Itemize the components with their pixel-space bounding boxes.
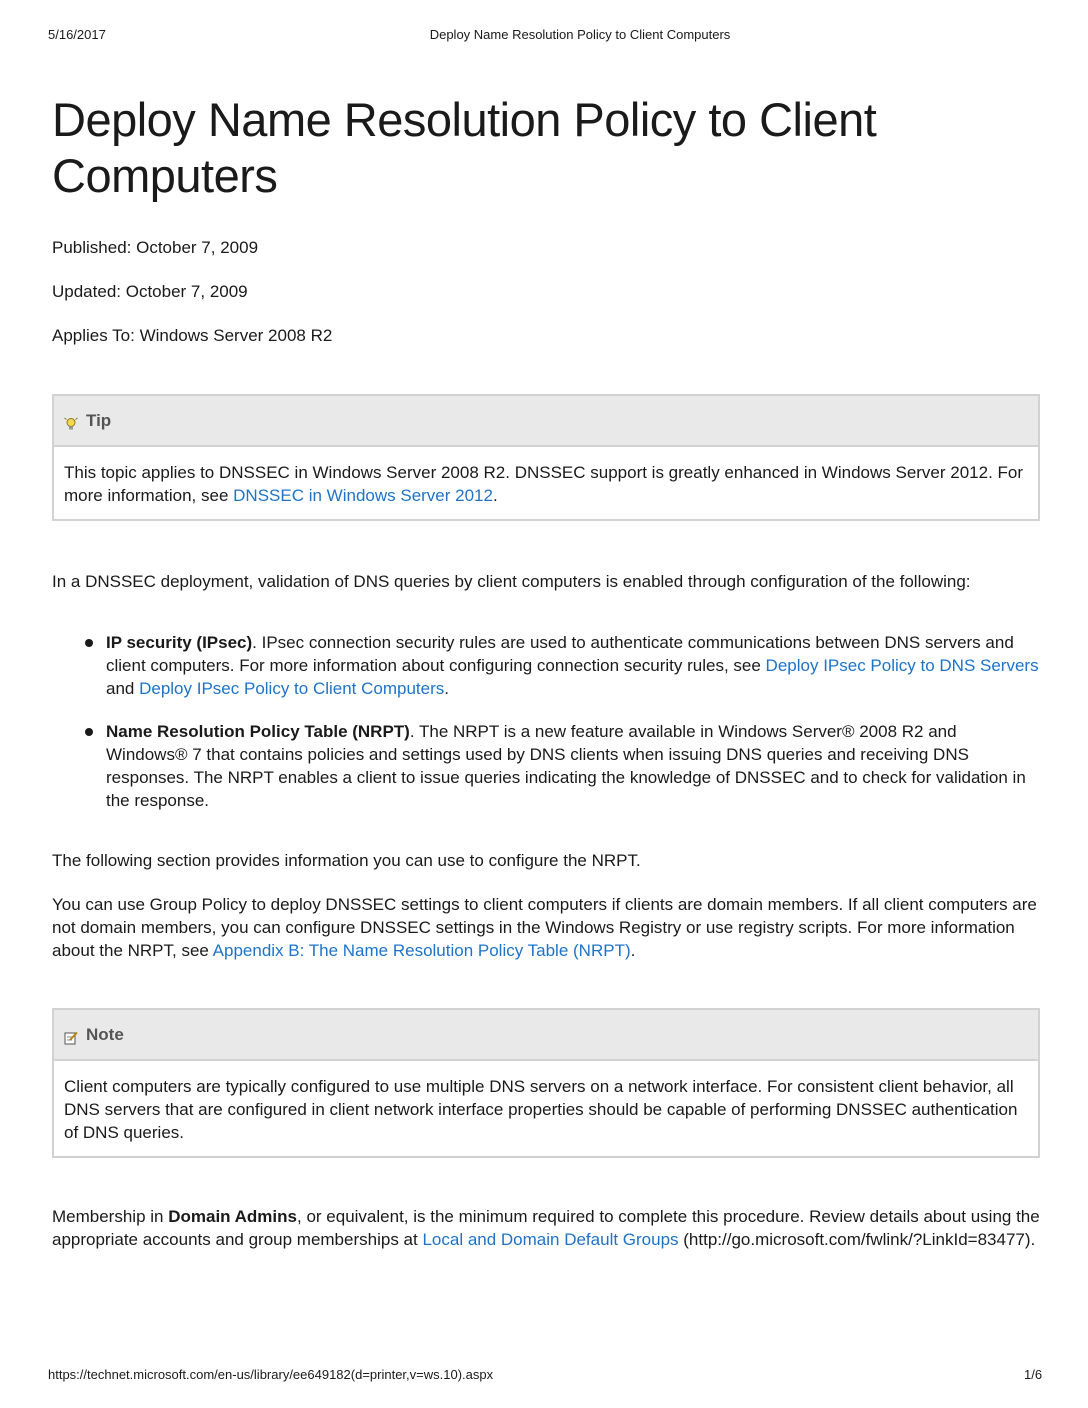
nrpt-term: Name Resolution Policy Table (NRPT) — [106, 722, 410, 741]
group-policy-end: . — [630, 941, 636, 960]
membership-paragraph — [52, 1205, 1040, 1251]
domain-admins-term: Domain Admins — [168, 1207, 297, 1226]
applies-to: Applies To: Windows Server 2008 R2 — [52, 326, 333, 345]
footer-url: https://technet.microsoft.com/en-us/library/ee649182(d=printer,v=ws.10).aspx — [48, 1367, 494, 1382]
membership-before: Membership in — [52, 1207, 169, 1226]
group-policy-paragraph — [52, 893, 1040, 962]
updated-date: Updated: October 7, 2009 — [52, 282, 248, 301]
note-callout — [52, 1008, 1040, 1158]
dnssec-2012-link[interactable]: DNSSEC in Windows Server 2012 — [233, 486, 493, 505]
section-intro-paragraph: The following section provides information you can use to configure the NRPT. — [52, 851, 641, 870]
default-groups-link[interactable]: Local and Domain Default Groups — [422, 1230, 679, 1249]
nrpt-text: . The NRPT is a new feature available in Windows Server® 2008 R2 and Windows® 7 that contains policies and settings used by DNS clients when issuing DNS queries and receiving DNS responses. The NRPT enables a client to issue queries indicating the knowledge of DNSSEC and to check for validation in the response. — [106, 722, 1026, 810]
lightbulb-icon — [64, 414, 78, 428]
ipsec-dns-servers-link[interactable]: Deploy IPsec Policy to DNS Servers — [765, 656, 1039, 675]
header-title: Deploy Name Resolution Policy to Client Computers — [429, 27, 731, 42]
note-header — [54, 1010, 1038, 1061]
tip-label: Tip — [86, 411, 112, 430]
membership-end: (http://go.microsoft.com/fwlink/?LinkId=83477). — [678, 1230, 1036, 1249]
footer-page-number: 1/6 — [1024, 1367, 1043, 1382]
published-date: Published: October 7, 2009 — [52, 238, 259, 257]
ipsec-client-computers-link[interactable]: Deploy IPsec Policy to Client Computers — [139, 679, 445, 698]
appendix-b-link[interactable]: Appendix B: The Name Resolution Policy Table (NRPT) — [212, 941, 631, 960]
article — [52, 92, 1040, 1251]
bullet-icon — [85, 728, 93, 736]
page-title: Deploy Name Resolution Policy to Client Computers — [52, 93, 877, 202]
group-policy-text: You can use Group Policy to deploy DNSSEC settings to client computers if clients are domain members. If all client computers are not domain members, you can configure DNSSEC settings in the Windows Registry or use registry scripts. For more information about the NRPT, see — [52, 895, 1037, 960]
ipsec-text: . IPsec connection security rules are used to authenticate communications between DNS servers and client computers. For more information about configuring connection security rules, see — [106, 633, 1014, 675]
tip-text: This topic applies to DNSSEC in Windows Server 2008 R2. DNSSEC support is greatly enhanced in Windows Server 2012. For more information, see — [64, 463, 1024, 505]
ipsec-mid-text: and — [106, 679, 140, 698]
tip-body — [54, 447, 1038, 519]
ipsec-term: IP security (IPsec) — [106, 633, 253, 652]
config-list — [52, 631, 1040, 812]
note-label: Note — [86, 1025, 124, 1044]
tip-header — [54, 396, 1038, 447]
tip-text-end: . — [492, 486, 498, 505]
note-body: Client computers are typically configured to use multiple DNS servers on a network interface. For consistent client behavior, all DNS servers that are configured in client network interface properties should be capable of performing DNSSEC authentication of DNS queries. — [64, 1077, 1018, 1142]
note-pencil-icon — [64, 1028, 78, 1042]
ipsec-end-text: . — [444, 679, 450, 698]
bullet-icon — [85, 639, 93, 647]
list-item-ipsec — [106, 631, 1040, 700]
intro-paragraph: In a DNSSEC deployment, validation of DNS queries by client computers is enabled through configuration of the following: — [52, 572, 971, 591]
tip-callout — [52, 394, 1040, 521]
header-date: 5/16/2017 — [48, 27, 106, 42]
list-item-nrpt — [106, 720, 1040, 812]
membership-text: , or equivalent, is the minimum required to complete this procedure. Review details about using the appropriate accounts and group memberships at — [52, 1207, 1040, 1249]
